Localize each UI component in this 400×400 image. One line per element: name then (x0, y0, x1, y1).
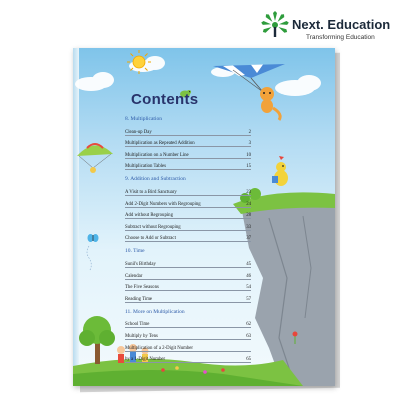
toc-entry-title: Sunil's Birthday (125, 261, 156, 267)
toc-entry-page: 28 (246, 213, 251, 219)
toc-entry-page: 45 (246, 261, 251, 267)
toc-entry (125, 352, 251, 364)
toc-entry-title: School Time (125, 322, 150, 328)
toc-entry-title: Multiply by Tens (125, 333, 158, 339)
toc-entry (125, 184, 251, 196)
toc-entry-title: Multiplication on a Number Line (125, 152, 189, 158)
toc-entry-title: Choose to Add or Subtract (125, 236, 176, 242)
toc-entry-page: 33 (246, 224, 251, 230)
toc-entry-title: Multiplication as Repeated Addition (125, 141, 195, 147)
toc-entry-page: 65 (246, 357, 251, 363)
toc-entry-title: Add 2-Digit Numbers with Regrouping (125, 201, 201, 207)
toc-entry-page: 63 (246, 333, 251, 339)
cloud-icon (75, 56, 321, 96)
toc-entry-title: Calendar (125, 273, 143, 279)
chapter-heading: 10. Time (125, 248, 145, 255)
toc-entry (125, 340, 251, 352)
toc-entry-title: Reading Time (125, 296, 153, 302)
chapter-heading: 8. Multiplication (125, 116, 162, 122)
toc-entry (125, 208, 251, 220)
brand-tagline: Transforming Education (306, 34, 375, 41)
toc-entry (125, 196, 251, 208)
toc-entry-page: 3 (248, 141, 251, 147)
toc-entry (125, 280, 251, 292)
toc-entry-page: 46 (246, 273, 251, 279)
toc-entry (125, 136, 251, 148)
toc-entry-title: A Visit to a Bird Sanctuary (125, 189, 177, 195)
toc-entry-page: 24 (246, 201, 251, 207)
toc-entry (125, 231, 251, 243)
toc-entry (125, 317, 251, 329)
toc-entry (125, 147, 251, 159)
toc-entry-title: by a 1-Digit Number (125, 357, 166, 363)
brand-name: Next. Education (292, 17, 391, 32)
chapter-9 (125, 176, 251, 242)
toc-entry-page: 23 (246, 189, 251, 195)
toc-entry-page: 54 (246, 285, 251, 291)
next-education-logo (260, 10, 390, 50)
toc-entry-title: Clean-up Day (125, 129, 152, 135)
toc-entry (125, 268, 251, 280)
toc-entry (125, 159, 251, 171)
contents-title: Contents (131, 91, 199, 108)
toc-entry-title: Add without Regrouping (125, 213, 173, 219)
toc-entry-title: The Five Seasons (125, 285, 159, 291)
toc-entry-page: 2 (248, 129, 251, 135)
bird-icon (272, 156, 288, 186)
chapter-heading: 11. More on Multiplication (125, 308, 185, 315)
chapter-8 (125, 116, 251, 170)
toc-entry (125, 256, 251, 268)
table-of-contents (125, 116, 251, 369)
toc-entry-title: Multiplication of a 2-Digit Number (125, 345, 193, 351)
chapter-10 (125, 248, 251, 302)
toc-entry-page: 62 (246, 322, 251, 328)
toc-entry-title: Subtract without Regrouping (125, 224, 181, 230)
toc-entry-page: 15 (246, 164, 251, 170)
toc-entry (125, 328, 251, 340)
toc-entry-title: Multiplication Tables (125, 164, 167, 170)
toc-entry-page: 10 (246, 152, 251, 158)
next-education-logo-icon (260, 10, 290, 40)
chapter-11 (125, 309, 251, 363)
toc-entry (125, 124, 251, 136)
parachute-icon (77, 144, 113, 173)
tree-icon (79, 316, 115, 364)
butterfly-icon (87, 234, 99, 270)
toc-entry (125, 291, 251, 303)
toc-entry-page: 37 (246, 236, 251, 242)
chapter-heading: 9. Addition and Subtraction (125, 176, 186, 183)
toc-entry-page: 57 (246, 296, 251, 302)
book-cover (73, 48, 335, 386)
toc-entry (125, 219, 251, 231)
